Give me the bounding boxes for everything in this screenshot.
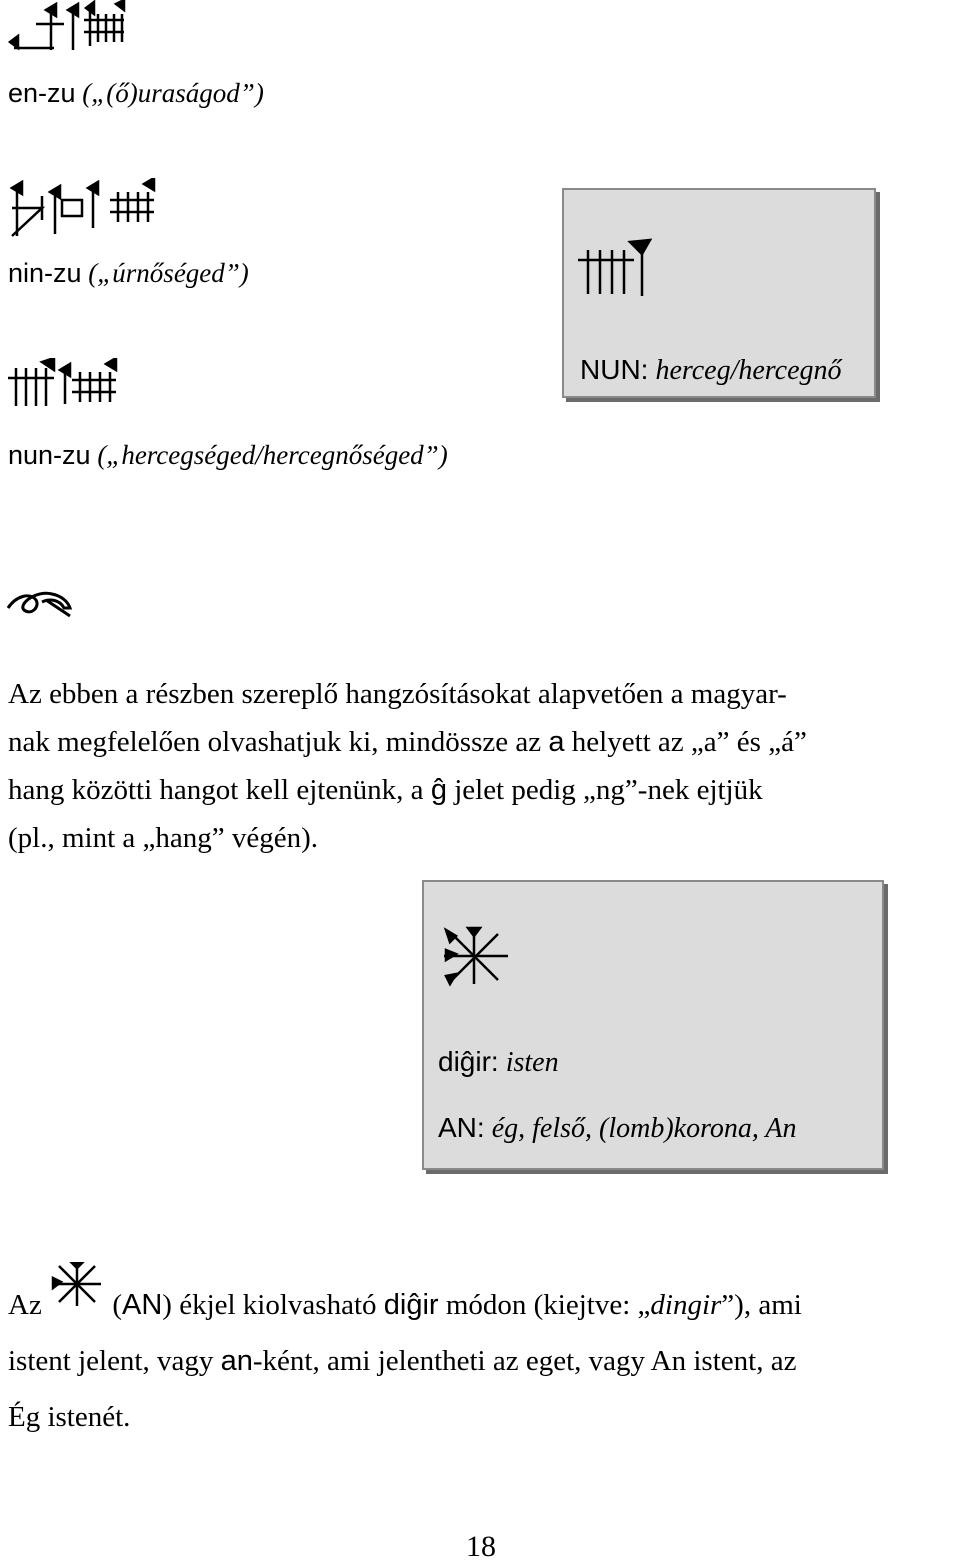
an-reading1: diĝir: isten: [438, 1046, 559, 1078]
meaning: („hercegséged/hercegnőséged”): [97, 440, 448, 470]
pen-flourish-icon: [6, 586, 72, 620]
cuneiform-nun-zu-icon: [6, 358, 118, 410]
page-number: 18: [466, 1530, 496, 1563]
pronunciation-paragraph: [8, 670, 948, 862]
cuneiform-nun-icon: [576, 238, 656, 300]
para1-line1: Az ebben a részben szereplő hangzósításokat alapvetően a magyar-: [8, 678, 787, 710]
an-paragraph: [8, 1262, 948, 1445]
para2-line2: istent jelent, vagy an-ként, ami jelentheti az eget, vagy An istent, az: [8, 1345, 797, 1377]
translit: nin-zu: [8, 258, 82, 288]
entry-nun-zu: [8, 440, 448, 471]
meaning: („(ő)uraságod”): [82, 78, 264, 108]
para1-line3: hang közötti hangot kell ejtenünk, a ĝ jelet pedig „ng”-nek ejtjük: [8, 774, 763, 806]
an-sign-box: [422, 880, 884, 1170]
para2-line3: Ég istenét.: [8, 1401, 131, 1433]
para1-line4: (pl., mint a „hang” végén).: [8, 822, 319, 854]
cuneiform-en-zu-icon: [6, 0, 126, 66]
para2-line1: Az (AN) ékjel kiolvasható diĝir módon (kiejtve: „dingir”), ami: [8, 1262, 948, 1333]
entry-nin-zu: [8, 258, 249, 289]
translit: en-zu: [8, 78, 76, 108]
cuneiform-nin-zu-icon: [6, 178, 156, 240]
nun-sign: NUN: [580, 354, 641, 385]
cuneiform-an-icon: [438, 926, 512, 988]
nun-meaning: herceg/hercegnő: [655, 355, 842, 386]
entry-en-zu: [8, 78, 264, 109]
an-reading2: AN: ég, felső, (lomb)korona, An: [438, 1112, 797, 1144]
translit: nun-zu: [8, 440, 91, 470]
cuneiform-an-inline-icon: [49, 1262, 105, 1310]
nun-label: NUN: herceg/hercegnő: [580, 354, 842, 386]
nun-sign-box: [562, 188, 876, 398]
para1-line2: nak megfelelően olvashatjuk ki, mindössze az a helyett az „a” és „á”: [8, 726, 807, 758]
meaning: („úrnőséged”): [88, 258, 249, 288]
